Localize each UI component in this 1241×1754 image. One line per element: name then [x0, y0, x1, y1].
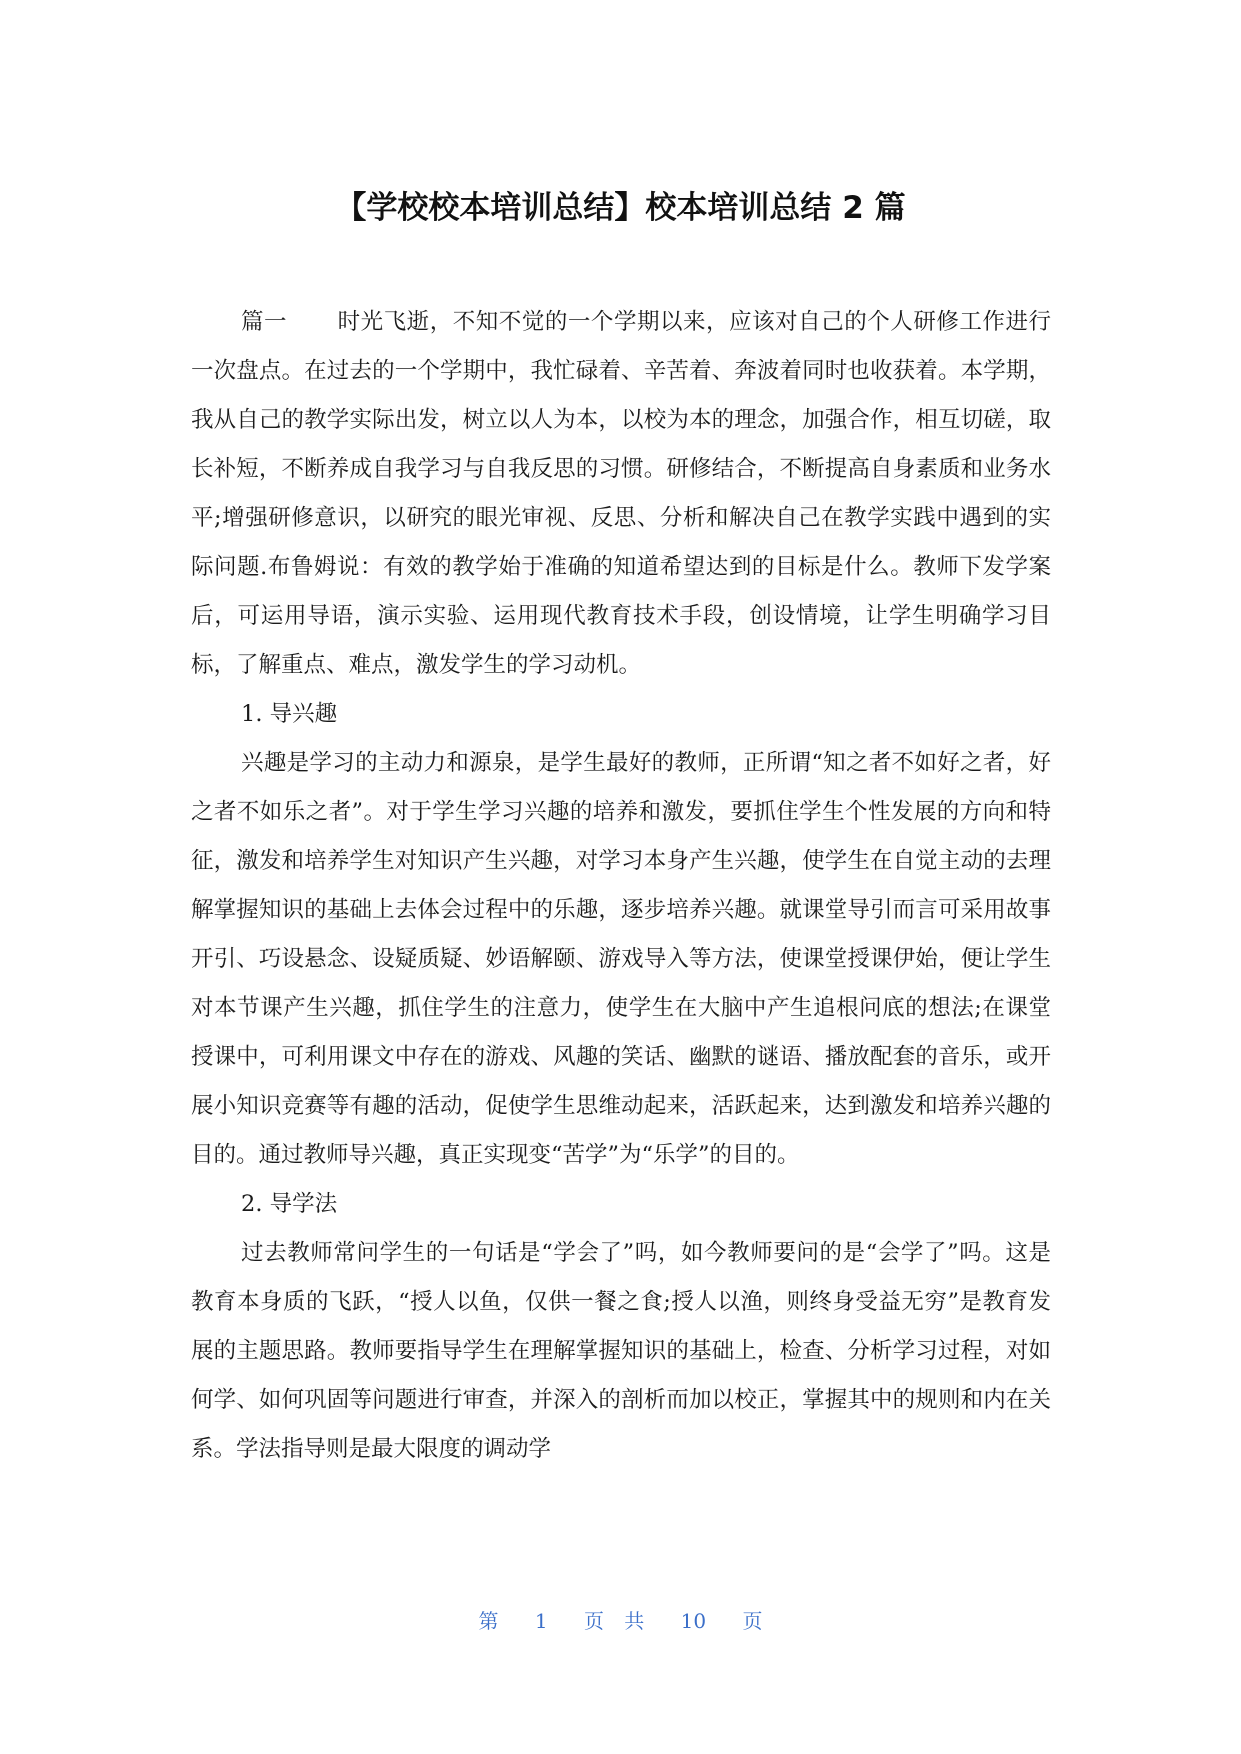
- paragraph-method: 过去教师常问学生的一句话是“学会了”吗，如今教师要问的是“会学了”吗。这是教育本身质的飞跃，“授人以鱼，仅供一餐之食;授人以渔，则终身受益无穷”是教育发展的主题思路。教师要指导学生在理解掌握知识的基础上，检查、分析学习过程，对如何学、如何巩固等问题进行审查，并深入的剖析而加以校正，掌握其中的规则和内在关系。学法指导则是最大限度的调动学: [191, 1240, 1051, 1462]
- page-footer: [0, 1607, 1241, 1635]
- paragraph-interest: 兴趣是学习的主动力和源泉，是学生最好的教师，正所谓“知之者不如好之者，好之者不如乐之者”。对于学生学习兴趣的培养和激发，要抓住学生个性发展的方向和特征，激发和培养学生对知识产生兴趣，对学习本身产生兴趣，使学生在自觉主动的去理解掌握知识的基础上去体会过程中的乐趣，逐步培养兴趣。就课堂导引而言可采用故事开引、巧设悬念、设疑质疑、妙语解颐、游戏导入等方法，使课堂授课伊始，便让学生对本节课产生兴趣，抓住学生的注意力，使学生在大脑中产生追根问底的想法;在课堂授课中，可利用课文中存在的游戏、风趣的笑话、幽默的谜语、播放配套的音乐，或开展小知识竞赛等有趣的活动，促使学生思维动起来，活跃起来，达到激发和培养兴趣的目的。通过教师导兴趣，真正实现变“苦学”为“乐学”的目的。: [191, 750, 1051, 1168]
- document-body: [191, 298, 1051, 1474]
- paragraph-intro-text: 时光飞逝，不知不觉的一个学期以来，应该对自己的个人研修工作进行一次盘点。在过去的一个学期中，我忙碌着、辛苦着、奔波着同时也收获着。本学期，我从自己的教学实际出发，树立以人为本，以校为本的理念，加强合作，相互切磋，取长补短，不断养成自我学习与自我反思的习惯。研修结合，不断提高自身素质和业务水平;增强研修意识，以研究的眼光审视、反思、分析和解决自己在教学实践中遇到的实际问题.布鲁姆说：有效的教学始于准确的知道希望达到的目标是什么。教师下发学案后，可运用导语，演示实验、运用现代教育技术手段，创设情境，让学生明确学习目标，了解重点、难点，激发学生的学习动机。: [191, 309, 1051, 678]
- document-title: 【学校校本培训总结】校本培训总结 2 篇: [335, 190, 906, 226]
- section-heading-interest: 1. 导兴趣: [241, 701, 338, 727]
- footer-current-page: 1: [534, 1609, 548, 1633]
- section-label: 篇一: [241, 309, 288, 335]
- footer-suffix: 页: [742, 1609, 763, 1633]
- paragraph-intro: [191, 298, 1051, 690]
- footer-prefix: 第: [478, 1609, 499, 1633]
- section-heading-method: 2. 导学法: [241, 1191, 338, 1217]
- footer-total-pages: 10: [680, 1609, 707, 1633]
- footer-middle: 页 共: [583, 1609, 645, 1633]
